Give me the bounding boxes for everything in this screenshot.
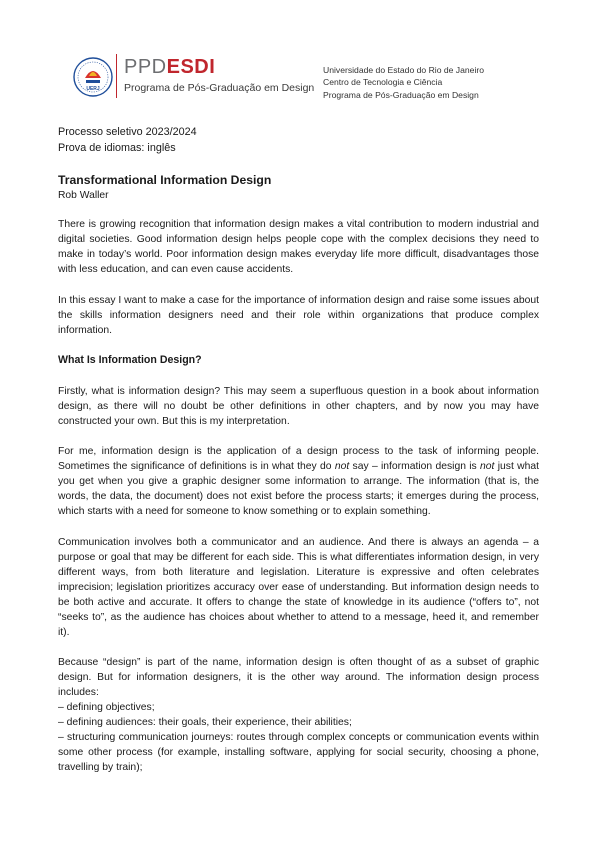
process-list	[58, 655, 539, 775]
emphasis: not	[480, 461, 495, 472]
section-heading: What Is Information Design?	[58, 354, 202, 366]
paragraph: In this essay I want to make a case for the importance of information design and raise some issues about the skills information designers need and their role within organizations that produce complex information.	[58, 294, 539, 336]
paragraph: There is growing recognition that information design makes a vital contribution to modern industrial and digital societies. Good information design helps people cope with the complex decisions they need to make in today’s world. Poor information design makes everyday life more difficult, disadvantages those with less education, and can even cause accidents.	[58, 219, 539, 275]
paragraph: Communication involves both a communicator and an audience. And there is always an agenda – a purpose or goal that may be different for each side. This is what differentiates information design, in very different ways, from both literature and legislation. Literature is expressive and often celebrates imprecision; legislation prioritizes accuracy over ease of understanding. But information design needs to be both active and accurate. It offers to change the state of knowledge in its audience (“offers to”, not “seeks to”, as the audience has choices about whether to attend to a message, heed it, and remember it).	[58, 536, 539, 638]
institution-line: Programa de Pós-Graduação em Design	[323, 89, 479, 100]
institution-line: Universidade do Estado do Rio de Janeiro	[323, 65, 484, 75]
seal-text: UERJ	[86, 86, 100, 92]
exam-meta	[58, 124, 197, 156]
list-item: – defining objectives;	[58, 702, 155, 713]
uerj-seal-logo	[72, 56, 114, 98]
logo-divider	[116, 54, 117, 98]
logo-wordmark	[124, 56, 215, 78]
selection-process: Processo seletivo 2023/2024	[58, 126, 197, 138]
logo-ppd: PPD	[124, 56, 167, 78]
article-body	[58, 217, 539, 775]
paragraph: Firstly, what is information design? This may seem a superfluous question in a book about information design, as there will no doubt be other definitions in other chapters, and by now you may have constructed your own. But this is my interpretation.	[58, 385, 539, 427]
institution-line: Centro de Tecnologia e Ciência	[323, 77, 443, 88]
article-author: Rob Waller	[58, 190, 109, 201]
list-item: – defining audiences: their goals, their experience, their abilities;	[58, 717, 352, 728]
page-header	[70, 52, 540, 102]
article-title: Transformational Information Design	[58, 173, 272, 187]
list-item: – structuring communication journeys: routes through complex concepts or communication events within some other process (for example, installing software, applying for social security, choosing a phone, travelling by train);	[58, 732, 539, 773]
language-exam: Prova de idiomas: inglês	[58, 142, 176, 154]
paragraph: For me, information design is the application of a design process to the task of informing people. Sometimes the significance of definitions is in what they do not say – information design is not just what you get when you give a graphic designer some information to arrange. The information (that is, the words, the data, the document) does not exist before the process starts; it emerges during the process, which starts with a need for someone to know something or to explain something.	[58, 446, 539, 517]
list-intro: Because “design” is part of the name, information design is often thought of as a subset of graphic design. But for information designers, it is the other way around. The information design process includes:	[58, 657, 539, 698]
logo-esdi: ESDI	[166, 56, 216, 78]
institution-block	[323, 64, 484, 101]
logo-subtitle: Programa de Pós-Graduação em Design	[124, 82, 315, 94]
emphasis: not	[334, 461, 350, 472]
